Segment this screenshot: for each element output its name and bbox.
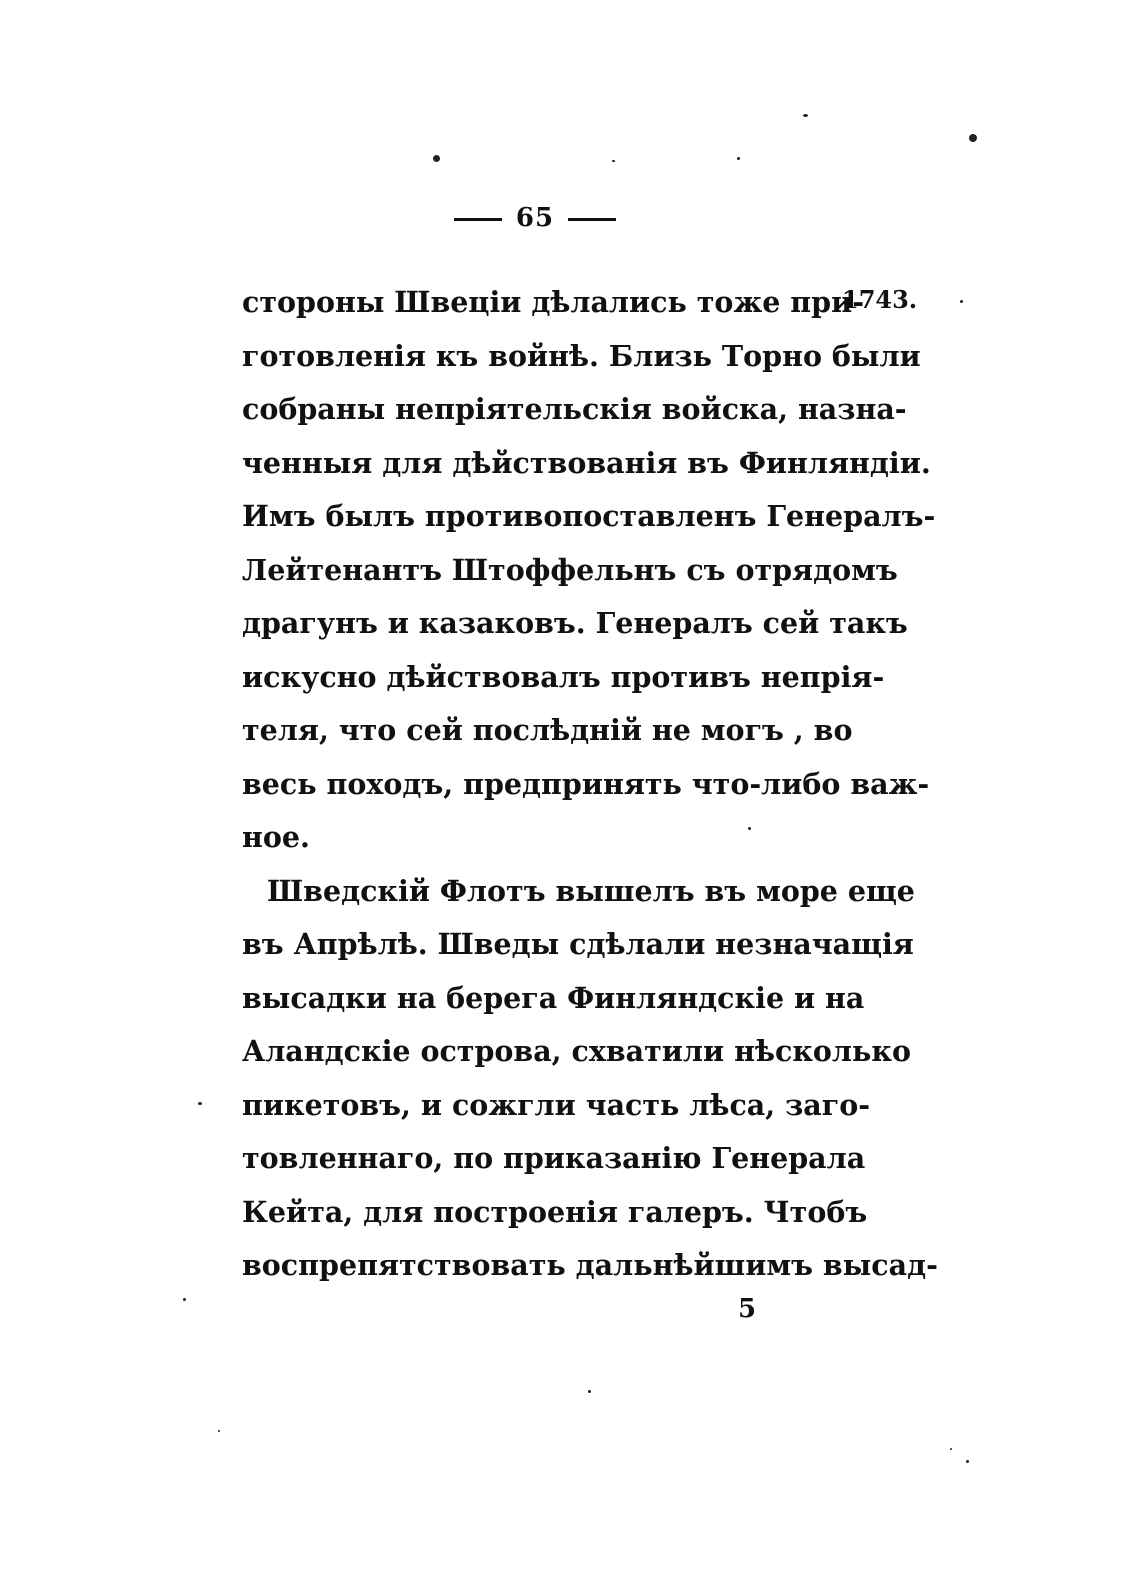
scan-speck <box>433 155 440 162</box>
text-line: ное. <box>242 820 310 854</box>
text-line: Лейтенантъ Штоффельнъ съ отрядомъ <box>242 552 898 587</box>
text-line: пикетовъ, и сожгли часть лѣса, заго- <box>242 1087 871 1122</box>
text-line: воспрепятствовать дальнѣйшимъ высад- <box>242 1248 938 1282</box>
text-line: Кейта, для построенія галеръ. Чтобъ <box>242 1194 868 1229</box>
left-dash <box>454 218 502 221</box>
text-line: Шведскій Флотъ вышелъ въ море еще <box>267 873 915 908</box>
text-line: весь походъ, предпринять что-либо важ- <box>242 766 930 801</box>
text-line: собраны непріятельскія войска, назна- <box>242 392 907 426</box>
text-line: Аландскіе острова, схватили нѣсколько <box>242 1034 911 1068</box>
right-dash <box>568 218 616 221</box>
text-line: ченныя для дѣйствованія въ Финляндіи. <box>242 445 931 480</box>
text-line: Имъ былъ противопоставленъ Генералъ- <box>242 499 936 533</box>
scan-speck <box>612 160 615 162</box>
scan-speck <box>198 1102 202 1105</box>
text-line: стороны Швеціи дѣлались тоже при- <box>242 285 865 319</box>
scan-speck <box>969 134 977 142</box>
scan-speck <box>950 1448 952 1450</box>
text-line: готовленія къ войнѣ. Близь Торно были <box>242 338 921 373</box>
scan-speck <box>588 1390 591 1393</box>
signature-mark: 5 <box>738 1294 757 1324</box>
text-line: драгунъ и казаковъ. Генералъ сей такъ <box>242 606 908 640</box>
page-number: 65 <box>515 203 555 233</box>
running-head <box>0 203 1070 233</box>
margin-year-note: 1743. <box>842 285 918 314</box>
scan-speck <box>960 300 963 303</box>
text-line: высадки на берега Финляндскіе и на <box>242 980 865 1015</box>
text-line: искусно дѣйствовалъ противъ непрія- <box>242 659 885 694</box>
scan-speck <box>966 1460 969 1463</box>
scan-speck <box>218 1430 220 1432</box>
scan-speck <box>183 1298 186 1301</box>
text-line: товленнаго, по приказанію Генерала <box>242 1141 866 1175</box>
scan-speck <box>737 157 740 160</box>
text-line: въ Апрѣлѣ. Шведы сдѣлали незначащія <box>242 927 914 961</box>
text-line: теля, что сей послѣдній не могъ , во <box>242 713 853 747</box>
scan-speck <box>748 827 751 830</box>
scan-speck <box>803 114 808 117</box>
